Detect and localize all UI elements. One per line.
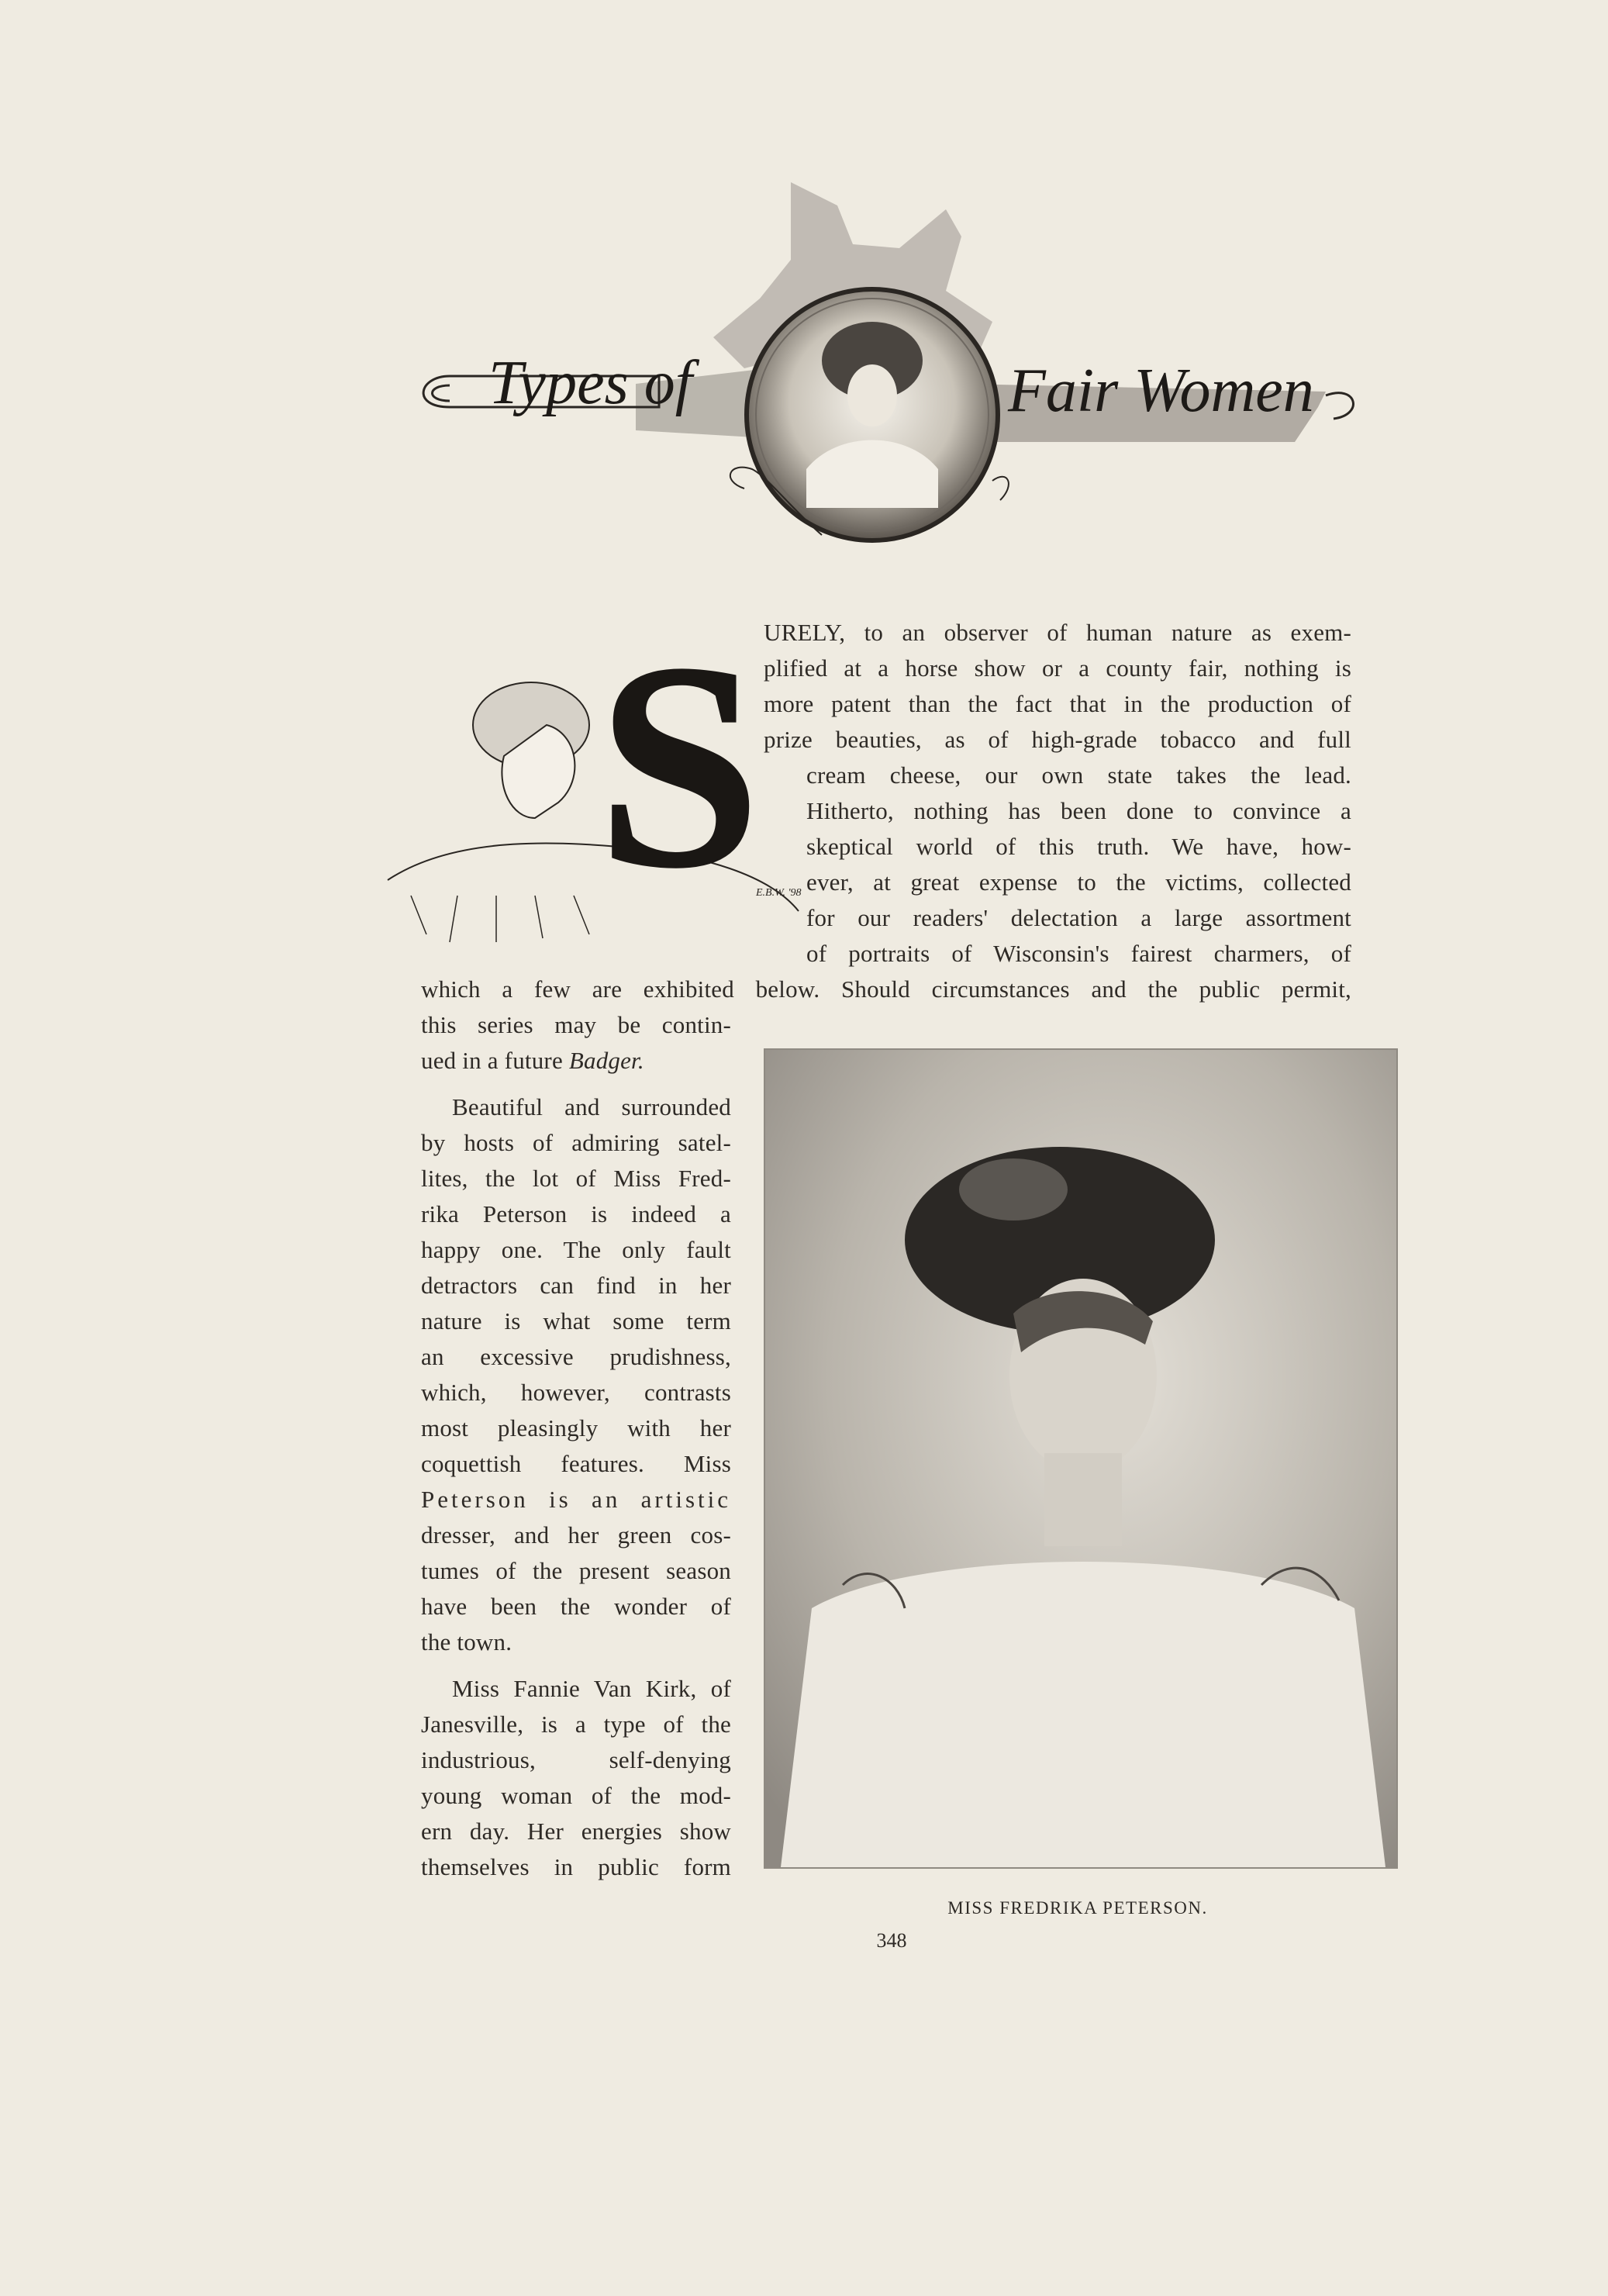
col3-line-1: Miss Fannie Van Kirk, of	[452, 1675, 731, 1702]
intro-line-12: this series may be contin-	[421, 1011, 731, 1038]
drop-cap-letter: S	[597, 616, 761, 929]
col3-line-3: industrious, self-denying	[421, 1746, 731, 1773]
col2-line-14: tumes of the present season	[421, 1557, 731, 1584]
banner-title-right: Fair Women	[1008, 357, 1314, 425]
intro-line-1: URELY, to an observer of human nature as exem-	[764, 619, 1351, 646]
page-number: 348	[876, 1929, 907, 1952]
intro-line-7: skeptical world of this truth. We have, how-	[806, 833, 1351, 860]
col3-line-2: Janesville, is a type of the	[421, 1711, 731, 1738]
col2-line-3: lites, the lot of Miss Fred-	[421, 1165, 731, 1192]
col2-line-4: rika Peterson is indeed a	[421, 1200, 731, 1227]
intro-line-4: prize beauties, as of high-grade tobacco and full	[764, 726, 1351, 753]
intro-line-5: cream cheese, our own state takes the lead.	[806, 761, 1351, 789]
badger-title: Badger.	[568, 1047, 644, 1074]
portrait-photograph	[764, 1048, 1398, 1869]
col2-line-10: most pleasingly with her	[421, 1414, 731, 1441]
col2-line-13: dresser, and her green cos-	[421, 1521, 731, 1549]
col2-line-8: an excessive prudishness,	[421, 1343, 731, 1370]
intro-line-13	[421, 1043, 731, 1079]
col2-line-2: by hosts of admiring satel-	[421, 1129, 731, 1156]
portrait-caption: MISS FREDRIKA PETERSON.	[947, 1898, 1208, 1918]
intro-line-6: Hitherto, nothing has been done to convince a	[806, 797, 1351, 824]
col2-line-12: Peterson is an artistic	[421, 1486, 731, 1513]
banner-title-left: Types of	[488, 349, 692, 417]
col3-line-5: ern day. Her energies show	[421, 1818, 731, 1845]
col2-line-16: the town.	[421, 1628, 512, 1656]
intro-line-2: plified at a horse show or a county fair, nothing is	[764, 654, 1351, 682]
intro-line-10: of portraits of Wisconsin's fairest charmers, of	[806, 940, 1351, 967]
artist-signature: E.B.W. '98	[756, 887, 802, 899]
intro-line-8: ever, at great expense to the victims, collected	[806, 868, 1351, 896]
intro-line-3: more patent than the fact that in the production of	[764, 690, 1351, 717]
col2-line-11: coquettish features. Miss	[421, 1450, 731, 1477]
intro-line-11: which a few are exhibited below. Should circumstances and the public permit,	[421, 975, 1351, 1003]
col2-line-7: nature is what some term	[421, 1307, 731, 1334]
portrait-image	[765, 1050, 1396, 1867]
col2-line-1: Beautiful and surrounded	[452, 1093, 731, 1120]
col2-line-15: have been the wonder of	[421, 1593, 731, 1620]
col2-line-9: which, however, contrasts	[421, 1379, 731, 1406]
col3-line-6: themselves in public form	[421, 1853, 731, 1880]
col3-line-4: young woman of the mod-	[421, 1782, 731, 1809]
intro-line-9: for our readers' delectation a large assortment	[806, 904, 1351, 931]
intro-line-13-text: ued in a future	[421, 1047, 563, 1074]
drop-cap-illustration	[364, 616, 806, 965]
header-banner-illustration	[403, 174, 1365, 574]
col2-line-5: happy one. The only fault	[421, 1236, 731, 1263]
col2-line-6: detractors can find in her	[421, 1272, 731, 1299]
